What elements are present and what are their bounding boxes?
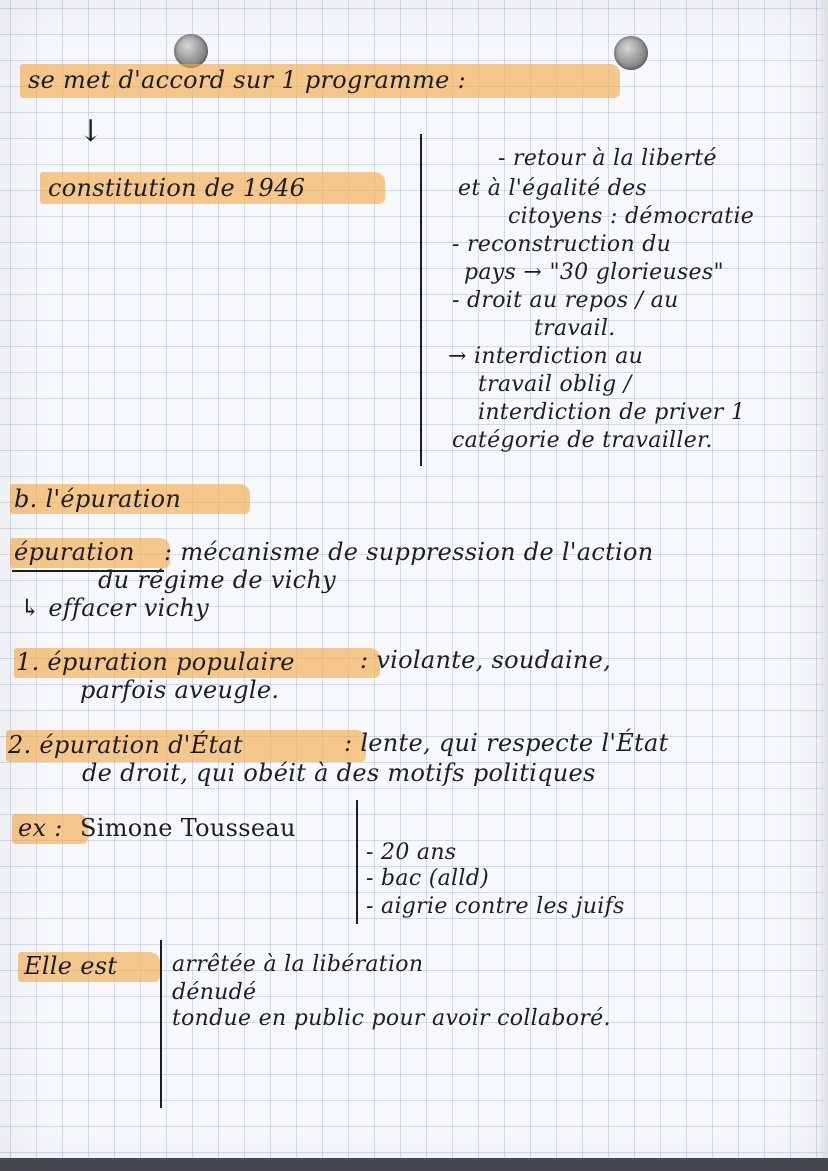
divider-example bbox=[356, 800, 358, 924]
program-line: catégorie de travailler. bbox=[452, 428, 713, 453]
ex-name: Simone Tousseau bbox=[80, 814, 296, 842]
program-line: citoyens : démocratie bbox=[508, 204, 755, 229]
etat-desc-cont: de droit, qui obéit à des motifs politiques bbox=[82, 759, 596, 787]
section-b-title: b. l'épuration bbox=[14, 485, 182, 513]
epuration-definition-cont: du régime de vichy bbox=[98, 566, 337, 594]
program-line: → interdiction au bbox=[448, 344, 644, 369]
pop-desc-cont: parfois aveugle. bbox=[80, 676, 280, 704]
pop-label: 1. épuration populaire bbox=[16, 648, 295, 676]
elle-point: tondue en public pour avoir collaboré. bbox=[172, 1006, 611, 1031]
program-line: travail. bbox=[534, 316, 616, 341]
program-line: interdiction de priver 1 bbox=[478, 400, 746, 425]
etat-label: 2. épuration d'État bbox=[8, 731, 243, 759]
page-edge-right bbox=[818, 0, 828, 1171]
program-line: - reconstruction du bbox=[452, 232, 672, 257]
heading-text: se met d'accord sur 1 programme : bbox=[28, 66, 466, 94]
ex-point: - aigrie contre les juifs bbox=[366, 894, 625, 919]
page-edge-bottom bbox=[0, 1158, 828, 1171]
constitution-text: constitution de 1946 bbox=[48, 174, 306, 202]
program-line: et à l'égalité des bbox=[458, 176, 647, 201]
binder-hole-left bbox=[174, 34, 208, 68]
ex-point: - 20 ans bbox=[366, 840, 457, 865]
epuration-sub: ↳ effacer vichy bbox=[20, 594, 209, 622]
ex-point: - bac (alld) bbox=[366, 866, 489, 891]
program-line: pays → "30 glorieuses" bbox=[464, 260, 724, 285]
ex-label: ex : bbox=[18, 814, 63, 842]
elle-point: dénudé bbox=[172, 980, 257, 1005]
elle-label: Elle est bbox=[24, 952, 118, 980]
elle-point: arrêtée à la libération bbox=[172, 952, 424, 977]
divider-program bbox=[420, 134, 422, 466]
epuration-term: épuration bbox=[14, 538, 135, 566]
program-line: travail oblig / bbox=[478, 372, 632, 397]
divider-elle bbox=[160, 940, 162, 1108]
program-line: - retour à la liberté bbox=[498, 146, 717, 171]
etat-desc: : lente, qui respecte l'État bbox=[344, 729, 669, 757]
pop-desc: : violante, soudaine, bbox=[360, 646, 612, 674]
epuration-definition: : mécanisme de suppression de l'action bbox=[164, 538, 654, 566]
arrow-down-icon: ↓ bbox=[78, 114, 104, 149]
program-line: - droit au repos / au bbox=[452, 288, 679, 313]
binder-hole-right bbox=[614, 36, 648, 70]
